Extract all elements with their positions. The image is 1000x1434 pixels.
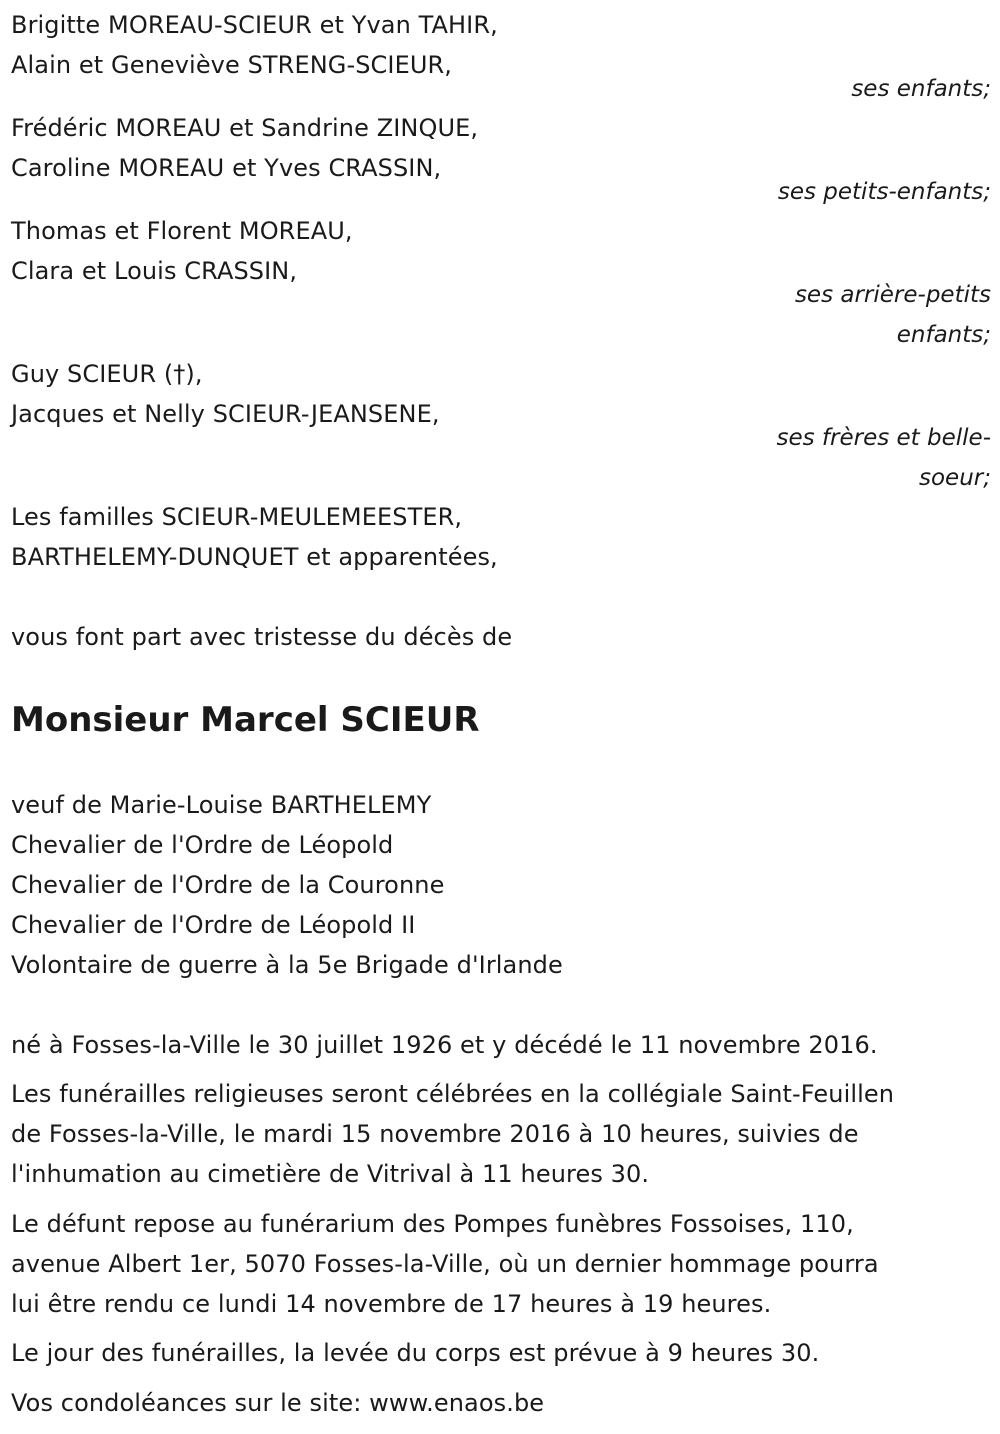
grandchildren-role: ses petits-enfants; bbox=[777, 179, 991, 205]
visitation-line: Le défunt repose au funérarium des Pompes funèbres Fossoises, 110, bbox=[11, 1210, 854, 1238]
condolences-text: Vos condoléances sur le site: www.enaos.be bbox=[11, 1389, 545, 1417]
title-line: veuf de Marie-Louise BARTHELEMY bbox=[11, 791, 432, 819]
families-line-2: BARTHELEMY-DUNQUET et apparentées, bbox=[11, 543, 498, 571]
great-grandchildren-role-line-1: ses arrière-petits bbox=[794, 282, 991, 308]
visitation-line: lui être rendu ce lundi 14 novembre de 17 heures à 19 heures. bbox=[11, 1290, 772, 1318]
funeral-line: de Fosses-la-Ville, le mardi 15 novembre 2016 à 10 heures, suivies de bbox=[11, 1120, 859, 1148]
announcement-text: vous font part avec tristesse du décès de bbox=[11, 623, 513, 651]
siblings-role-line-1: ses frères et belle- bbox=[776, 425, 991, 451]
grandchildren-line-2: Caroline MOREAU et Yves CRASSIN, bbox=[11, 154, 442, 182]
great-grandchildren-line-1: Thomas et Florent MOREAU, bbox=[11, 217, 353, 245]
great-grandchildren-role-line-2: enfants; bbox=[896, 322, 991, 348]
great-grandchildren-line-2: Clara et Louis CRASSIN, bbox=[11, 257, 298, 285]
families-line-1: Les familles SCIEUR-MEULEMEESTER, bbox=[11, 503, 463, 531]
birth-death-text: né à Fosses-la-Ville le 30 juillet 1926 et y décédé le 11 novembre 2016. bbox=[11, 1031, 878, 1059]
title-line: Chevalier de l'Ordre de Léopold II bbox=[11, 911, 416, 939]
siblings-role-line-2: soeur; bbox=[919, 465, 991, 491]
title-line: Chevalier de l'Ordre de la Couronne bbox=[11, 871, 445, 899]
levee-text: Le jour des funérailles, la levée du corps est prévue à 9 heures 30. bbox=[11, 1339, 820, 1367]
children-line-2: Alain et Geneviève STRENG-SCIEUR, bbox=[11, 51, 453, 79]
funeral-line: Les funérailles religieuses seront célébrées en la collégiale Saint-Feuillen bbox=[11, 1080, 895, 1108]
children-role: ses enfants; bbox=[851, 76, 991, 102]
visitation-line: avenue Albert 1er, 5070 Fosses-la-Ville, où un dernier hommage pourra bbox=[11, 1250, 879, 1278]
title-line: Volontaire de guerre à la 5e Brigade d'Irlande bbox=[11, 951, 563, 979]
children-line-1: Brigitte MOREAU-SCIEUR et Yvan TAHIR, bbox=[11, 11, 498, 39]
funeral-line: l'inhumation au cimetière de Vitrival à 11 heures 30. bbox=[11, 1160, 650, 1188]
title-line: Chevalier de l'Ordre de Léopold bbox=[11, 831, 394, 859]
siblings-line-1: Guy SCIEUR (†), bbox=[11, 360, 203, 388]
siblings-line-2: Jacques et Nelly SCIEUR-JEANSENE, bbox=[11, 400, 440, 428]
deceased-name: Monsieur Marcel SCIEUR bbox=[11, 700, 480, 740]
grandchildren-line-1: Frédéric MOREAU et Sandrine ZINQUE, bbox=[11, 114, 479, 142]
